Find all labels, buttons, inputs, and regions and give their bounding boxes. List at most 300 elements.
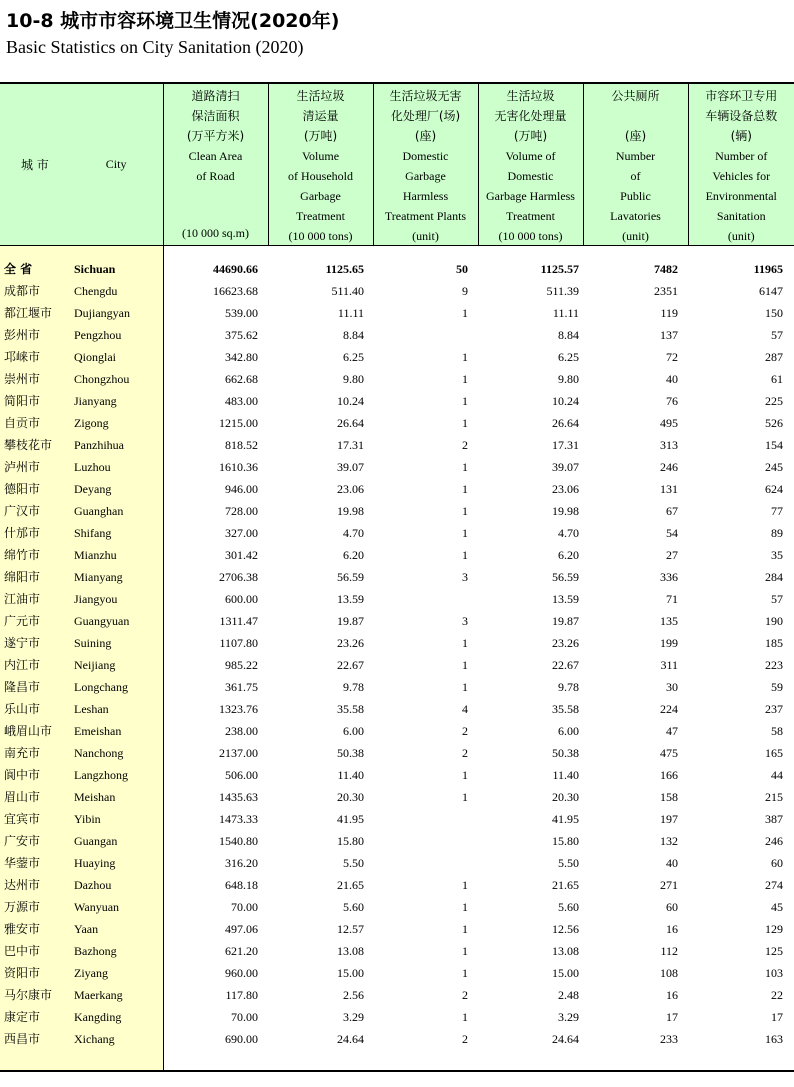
city-name-en: Jianyang	[70, 390, 163, 412]
city-name-cn: 宜宾市	[0, 808, 70, 830]
city-name-en: Bazhong	[70, 940, 163, 962]
table-row	[0, 500, 794, 522]
household-garbage-cell: 19.87	[337, 614, 364, 628]
harmless-volume-cell: 2.48	[558, 988, 579, 1002]
vehicles-cell: 57	[771, 328, 783, 342]
city-name-cn: 崇州市	[0, 368, 70, 390]
lavatories-cell: 71	[666, 592, 678, 606]
household-garbage-cell: 6.20	[343, 548, 364, 562]
harmless-volume-cell: 8.84	[558, 328, 579, 342]
city-name-cn: 广汉市	[0, 500, 70, 522]
header-line: 车辆设备总数	[705, 109, 778, 123]
lavatories-cell: 7482	[654, 262, 678, 276]
lavatories-cell: 2351	[654, 284, 678, 298]
table-row	[0, 654, 794, 676]
household-garbage-cell: 13.59	[337, 592, 364, 606]
treatment-plants-cell: 1	[462, 900, 468, 914]
vehicles-cell: 223	[765, 658, 783, 672]
lavatories-cell: 40	[666, 856, 678, 870]
treatment-plants-cell: 1	[462, 504, 468, 518]
lavatories-cell: 336	[660, 570, 678, 584]
city-name-en: Langzhong	[70, 764, 163, 786]
city-name-cn: 眉山市	[0, 786, 70, 808]
household-garbage-cell: 20.30	[337, 790, 364, 804]
vehicles-cell: 526	[765, 416, 783, 430]
city-name-cn: 全 省	[0, 258, 70, 280]
table-title-english: Basic Statistics on City Sanitation (2020)	[6, 37, 304, 57]
harmless-volume-cell: 50.38	[552, 746, 579, 760]
table-row	[0, 632, 794, 654]
lavatories-cell: 197	[660, 812, 678, 826]
treatment-plants-cell: 2	[462, 988, 468, 1002]
column-header-clean-area	[163, 83, 268, 246]
treatment-plants-cell: 2	[462, 438, 468, 452]
header-line: 公共厕所	[611, 89, 660, 103]
table-bottom-row	[0, 1050, 794, 1071]
lavatories-cell: 76	[666, 394, 678, 408]
city-name-cn: 马尔康市	[0, 984, 70, 1006]
treatment-plants-cell: 1	[462, 350, 468, 364]
vehicles-cell: 6147	[759, 284, 783, 298]
header-line: Lavatories	[610, 209, 661, 223]
sanitation-table	[0, 82, 794, 1072]
household-garbage-cell: 15.80	[337, 834, 364, 848]
table-row	[0, 588, 794, 610]
header-unit: (10 000 tons)	[288, 229, 353, 243]
city-name-cn: 广元市	[0, 610, 70, 632]
city-name-cn: 峨眉山市	[0, 720, 70, 742]
table-row	[0, 544, 794, 566]
lavatories-cell: 311	[660, 658, 678, 672]
lavatories-cell: 16	[666, 988, 678, 1002]
lavatories-cell: 108	[660, 966, 678, 980]
header-line: Volume	[301, 149, 340, 163]
clean-area-cell: 600.00	[225, 592, 258, 606]
total-row	[0, 258, 794, 280]
household-garbage-cell: 1125.65	[325, 262, 364, 276]
treatment-plants-cell: 3	[462, 614, 468, 628]
city-name-en: Guangan	[70, 830, 163, 852]
city-name-en: Maerkang	[70, 984, 163, 1006]
city-name-en: Meishan	[70, 786, 163, 808]
header-line: 无害化处理量	[494, 109, 567, 123]
clean-area-cell: 1610.36	[219, 460, 258, 474]
city-name-en: Shifang	[70, 522, 163, 544]
household-garbage-cell: 8.84	[343, 328, 364, 342]
city-name-en: Chongzhou	[70, 368, 163, 390]
vehicles-cell: 89	[771, 526, 783, 540]
lavatories-cell: 40	[666, 372, 678, 386]
treatment-plants-cell: 1	[462, 658, 468, 672]
lavatories-cell: 47	[666, 724, 678, 738]
treatment-plants-cell: 4	[462, 702, 468, 716]
vehicles-cell: 154	[765, 438, 783, 452]
lavatories-cell: 199	[660, 636, 678, 650]
harmless-volume-cell: 41.95	[552, 812, 579, 826]
header-line: 化处理厂(场)	[390, 109, 461, 123]
lavatories-cell: 137	[660, 328, 678, 342]
harmless-volume-cell: 15.80	[552, 834, 579, 848]
harmless-volume-cell: 9.78	[558, 680, 579, 694]
treatment-plants-cell: 1	[462, 526, 468, 540]
city-name-en: Mianyang	[70, 566, 163, 588]
city-name-en: Nanchong	[70, 742, 163, 764]
table-row	[0, 984, 794, 1006]
treatment-plants-cell: 2	[462, 1032, 468, 1046]
column-header-treatment-plants	[373, 83, 478, 246]
treatment-plants-cell: 1	[462, 548, 468, 562]
treatment-plants-cell: 1	[462, 1010, 468, 1024]
lavatories-cell: 313	[660, 438, 678, 452]
header-line: of Road	[196, 169, 235, 183]
vehicles-cell: 125	[765, 944, 783, 958]
vehicles-cell: 287	[765, 350, 783, 364]
city-name-en: Yaan	[70, 918, 163, 940]
clean-area-cell: 946.00	[225, 482, 258, 496]
household-garbage-cell: 24.64	[337, 1032, 364, 1046]
table-row	[0, 742, 794, 764]
clean-area-cell: 70.00	[231, 1010, 258, 1024]
treatment-plants-cell: 1	[462, 922, 468, 936]
table-row	[0, 808, 794, 830]
harmless-volume-cell: 11.11	[552, 306, 579, 320]
table-row	[0, 280, 794, 302]
treatment-plants-cell	[373, 324, 478, 346]
vehicles-cell: 61	[771, 372, 783, 386]
harmless-volume-cell: 511.39	[546, 284, 579, 298]
harmless-volume-cell: 5.60	[558, 900, 579, 914]
city-name-en: Mianzhu	[70, 544, 163, 566]
header-line: Number	[615, 149, 656, 163]
header-line: 生活垃圾	[296, 89, 345, 103]
header-line: Garbage	[405, 169, 446, 183]
clean-area-cell: 1107.80	[219, 636, 258, 650]
lavatories-cell: 135	[660, 614, 678, 628]
city-name-cn: 攀枝花市	[0, 434, 70, 456]
header-line: Domestic	[402, 149, 449, 163]
table-row	[0, 764, 794, 786]
harmless-volume-cell: 19.98	[552, 504, 579, 518]
city-name-cn: 绵竹市	[0, 544, 70, 566]
header-line: (辆)	[730, 129, 752, 143]
household-garbage-cell: 39.07	[337, 460, 364, 474]
clean-area-cell: 238.00	[225, 724, 258, 738]
city-name-en: Ziyang	[70, 962, 163, 984]
header-unit: (unit)	[622, 229, 649, 243]
header-line: of	[630, 169, 641, 183]
household-garbage-cell: 6.00	[343, 724, 364, 738]
clean-area-cell: 1323.76	[219, 702, 258, 716]
household-garbage-cell: 21.65	[337, 878, 364, 892]
harmless-volume-cell: 21.65	[552, 878, 579, 892]
header-line: Environmental	[705, 189, 777, 203]
city-name-cn: 康定市	[0, 1006, 70, 1028]
header-line: Garbage Harmless	[486, 189, 575, 203]
treatment-plants-cell: 1	[462, 306, 468, 320]
header-line: Treatment	[296, 209, 345, 223]
header-line: Clean Area	[188, 149, 243, 163]
vehicles-cell: 163	[765, 1032, 783, 1046]
header-line: Domestic	[507, 169, 554, 183]
lavatories-cell: 132	[660, 834, 678, 848]
city-name-cn: 巴中市	[0, 940, 70, 962]
clean-area-cell: 648.18	[225, 878, 258, 892]
city-name-cn: 德阳市	[0, 478, 70, 500]
table-row	[0, 456, 794, 478]
clean-area-cell: 483.00	[225, 394, 258, 408]
treatment-plants-cell	[373, 852, 478, 874]
city-name-en: Zigong	[70, 412, 163, 434]
vehicles-cell: 17	[771, 1010, 783, 1024]
header-line: (座)	[624, 129, 647, 143]
city-name-cn: 江油市	[0, 588, 70, 610]
clean-area-cell: 539.00	[225, 306, 258, 320]
lavatories-cell: 246	[660, 460, 678, 474]
city-name-cn: 都江堰市	[0, 302, 70, 324]
household-garbage-cell: 26.64	[337, 416, 364, 430]
lavatories-cell: 27	[666, 548, 678, 562]
household-garbage-cell: 9.78	[343, 680, 364, 694]
household-garbage-cell: 9.80	[343, 372, 364, 386]
header-line: Harmless	[402, 189, 449, 203]
treatment-plants-cell: 2	[462, 724, 468, 738]
table-row	[0, 390, 794, 412]
header-unit: (unit)	[412, 229, 439, 243]
clean-area-cell: 497.06	[225, 922, 258, 936]
header-line: (万吨)	[303, 129, 338, 143]
harmless-volume-cell: 19.87	[552, 614, 579, 628]
harmless-volume-cell: 35.58	[552, 702, 579, 716]
city-name-cn: 万源市	[0, 896, 70, 918]
clean-area-cell: 327.00	[225, 526, 258, 540]
harmless-volume-cell: 6.25	[558, 350, 579, 364]
city-name-en: Huaying	[70, 852, 163, 874]
household-garbage-cell: 4.70	[343, 526, 364, 540]
clean-area-cell: 375.62	[225, 328, 258, 342]
city-name-en: Dujiangyan	[70, 302, 163, 324]
clean-area-cell: 818.52	[225, 438, 258, 452]
vehicles-cell: 45	[771, 900, 783, 914]
household-garbage-cell: 17.31	[337, 438, 364, 452]
harmless-volume-cell: 9.80	[558, 372, 579, 386]
household-garbage-cell: 41.95	[337, 812, 364, 826]
household-garbage-cell: 5.50	[343, 856, 364, 870]
header-line: 生活垃圾无害	[389, 89, 462, 103]
clean-area-cell: 1540.80	[219, 834, 258, 848]
vehicles-cell: 245	[765, 460, 783, 474]
header-line: Treatment Plants	[384, 209, 467, 223]
vehicles-cell: 150	[765, 306, 783, 320]
harmless-volume-cell: 56.59	[552, 570, 579, 584]
vehicles-cell: 284	[765, 570, 783, 584]
city-name-cn: 邛崃市	[0, 346, 70, 368]
city-name-en: Guanghan	[70, 500, 163, 522]
table-row	[0, 1006, 794, 1028]
treatment-plants-cell: 50	[456, 262, 468, 276]
vehicles-cell: 103	[765, 966, 783, 980]
table-row	[0, 896, 794, 918]
table-row	[0, 720, 794, 742]
city-name-en: Panzhihua	[70, 434, 163, 456]
city-name-cn: 乐山市	[0, 698, 70, 720]
household-garbage-cell: 19.98	[337, 504, 364, 518]
table-header	[0, 83, 794, 246]
city-name-en: Longchang	[70, 676, 163, 698]
city-name-en: Wanyuan	[70, 896, 163, 918]
clean-area-cell: 1215.00	[219, 416, 258, 430]
header-line: Public	[620, 189, 651, 203]
lavatories-cell: 67	[666, 504, 678, 518]
city-header-en: City	[105, 157, 127, 171]
treatment-plants-cell: 1	[462, 372, 468, 386]
vehicles-cell: 129	[765, 922, 783, 936]
city-name-en: Xichang	[70, 1028, 163, 1050]
lavatories-cell: 17	[666, 1010, 678, 1024]
table-row	[0, 610, 794, 632]
table-row	[0, 522, 794, 544]
household-garbage-cell: 511.40	[331, 284, 364, 298]
city-name-en: Suining	[70, 632, 163, 654]
table-row	[0, 412, 794, 434]
city-name-cn: 雅安市	[0, 918, 70, 940]
header-unit: (unit)	[727, 229, 755, 243]
harmless-volume-cell: 24.64	[552, 1032, 579, 1046]
header-line: Garbage	[300, 189, 341, 203]
table-row	[0, 962, 794, 984]
vehicles-cell: 22	[771, 988, 783, 1002]
city-name-en: Emeishan	[70, 720, 163, 742]
harmless-volume-cell: 20.30	[552, 790, 579, 804]
treatment-plants-cell: 9	[462, 284, 468, 298]
clean-area-cell: 342.80	[225, 350, 258, 364]
vehicles-cell: 57	[771, 592, 783, 606]
header-line: 生活垃圾	[506, 89, 555, 103]
vehicles-cell: 59	[771, 680, 783, 694]
header-line: of Household	[288, 169, 353, 183]
vehicles-cell: 246	[765, 834, 783, 848]
clean-area-cell: 1435.63	[219, 790, 258, 804]
header-line: (座)	[414, 129, 437, 143]
header-line: Number of	[715, 149, 768, 163]
treatment-plants-cell: 1	[462, 768, 468, 782]
city-name-en: Kangding	[70, 1006, 163, 1028]
harmless-volume-cell: 12.56	[552, 922, 579, 936]
vehicles-cell: 274	[765, 878, 783, 892]
harmless-volume-cell: 6.00	[558, 724, 579, 738]
table-row	[0, 346, 794, 368]
harmless-volume-cell: 1125.57	[540, 262, 579, 276]
column-header-public-lavatories	[583, 83, 688, 246]
table-row	[0, 434, 794, 456]
treatment-plants-cell	[373, 830, 478, 852]
treatment-plants-cell: 1	[462, 966, 468, 980]
clean-area-cell: 70.00	[231, 900, 258, 914]
spacer-row	[0, 246, 794, 259]
city-name-en: Deyang	[70, 478, 163, 500]
header-line: Treatment	[506, 209, 555, 223]
clean-area-cell: 506.00	[225, 768, 258, 782]
clean-area-cell: 1473.33	[219, 812, 258, 826]
clean-area-cell: 361.75	[225, 680, 258, 694]
lavatories-cell: 131	[660, 482, 678, 496]
header-line: 道路清扫	[191, 89, 240, 103]
header-line: (万平方米)	[186, 129, 245, 143]
city-name-en: Dazhou	[70, 874, 163, 896]
vehicles-cell: 624	[765, 482, 783, 496]
city-name-cn: 达州市	[0, 874, 70, 896]
city-name-cn: 什邡市	[0, 522, 70, 544]
clean-area-cell: 2137.00	[219, 746, 258, 760]
clean-area-cell: 2706.38	[219, 570, 258, 584]
household-garbage-cell: 5.60	[343, 900, 364, 914]
city-name-cn: 广安市	[0, 830, 70, 852]
harmless-volume-cell: 23.06	[552, 482, 579, 496]
harmless-volume-cell: 17.31	[552, 438, 579, 452]
treatment-plants-cell: 1	[462, 482, 468, 496]
header-line: Sanitation	[716, 209, 766, 223]
city-name-cn: 西昌市	[0, 1028, 70, 1050]
clean-area-cell: 662.68	[225, 372, 258, 386]
city-name-cn: 阆中市	[0, 764, 70, 786]
clean-area-cell: 316.20	[225, 856, 258, 870]
city-name-en: Yibin	[70, 808, 163, 830]
lavatories-cell: 30	[666, 680, 678, 694]
header-line: Vehicles for	[712, 169, 771, 183]
household-garbage-cell: 15.00	[337, 966, 364, 980]
treatment-plants-cell: 1	[462, 416, 468, 430]
table-row	[0, 918, 794, 940]
vehicles-cell: 35	[771, 548, 783, 562]
clean-area-cell: 16623.68	[213, 284, 258, 298]
city-name-cn: 彭州市	[0, 324, 70, 346]
vehicles-cell: 77	[771, 504, 783, 518]
header-unit: (10 000 tons)	[498, 229, 563, 243]
treatment-plants-cell: 1	[462, 680, 468, 694]
vehicles-cell: 190	[765, 614, 783, 628]
vehicles-cell: 11965	[753, 262, 783, 276]
treatment-plants-cell: 1	[462, 460, 468, 474]
table-row	[0, 852, 794, 874]
lavatories-cell: 112	[660, 944, 678, 958]
household-garbage-cell: 12.57	[337, 922, 364, 936]
city-name-en: Pengzhou	[70, 324, 163, 346]
household-garbage-cell: 23.26	[337, 636, 364, 650]
household-garbage-cell: 10.24	[337, 394, 364, 408]
city-name-cn: 自贡市	[0, 412, 70, 434]
harmless-volume-cell: 10.24	[552, 394, 579, 408]
header-line: (万吨)	[513, 129, 548, 143]
table-row	[0, 786, 794, 808]
clean-area-cell: 690.00	[225, 1032, 258, 1046]
table-title-chinese: 10-8 城市市容环境卫生情况(2020年)	[6, 10, 340, 32]
treatment-plants-cell: 1	[462, 394, 468, 408]
vehicles-cell: 237	[765, 702, 783, 716]
city-name-cn: 内江市	[0, 654, 70, 676]
lavatories-cell: 166	[660, 768, 678, 782]
city-header-cn: 城 市	[20, 158, 49, 172]
header-unit: (10 000 sq.m)	[182, 226, 249, 240]
household-garbage-cell: 11.11	[337, 306, 364, 320]
household-garbage-cell: 56.59	[337, 570, 364, 584]
household-garbage-cell: 22.67	[337, 658, 364, 672]
city-column-header	[0, 83, 163, 246]
lavatories-cell: 72	[666, 350, 678, 364]
harmless-volume-cell: 39.07	[552, 460, 579, 474]
clean-area-cell: 44690.66	[213, 262, 258, 276]
header-line: 市容环卫专用	[705, 89, 778, 103]
lavatories-cell: 475	[660, 746, 678, 760]
table-row	[0, 478, 794, 500]
